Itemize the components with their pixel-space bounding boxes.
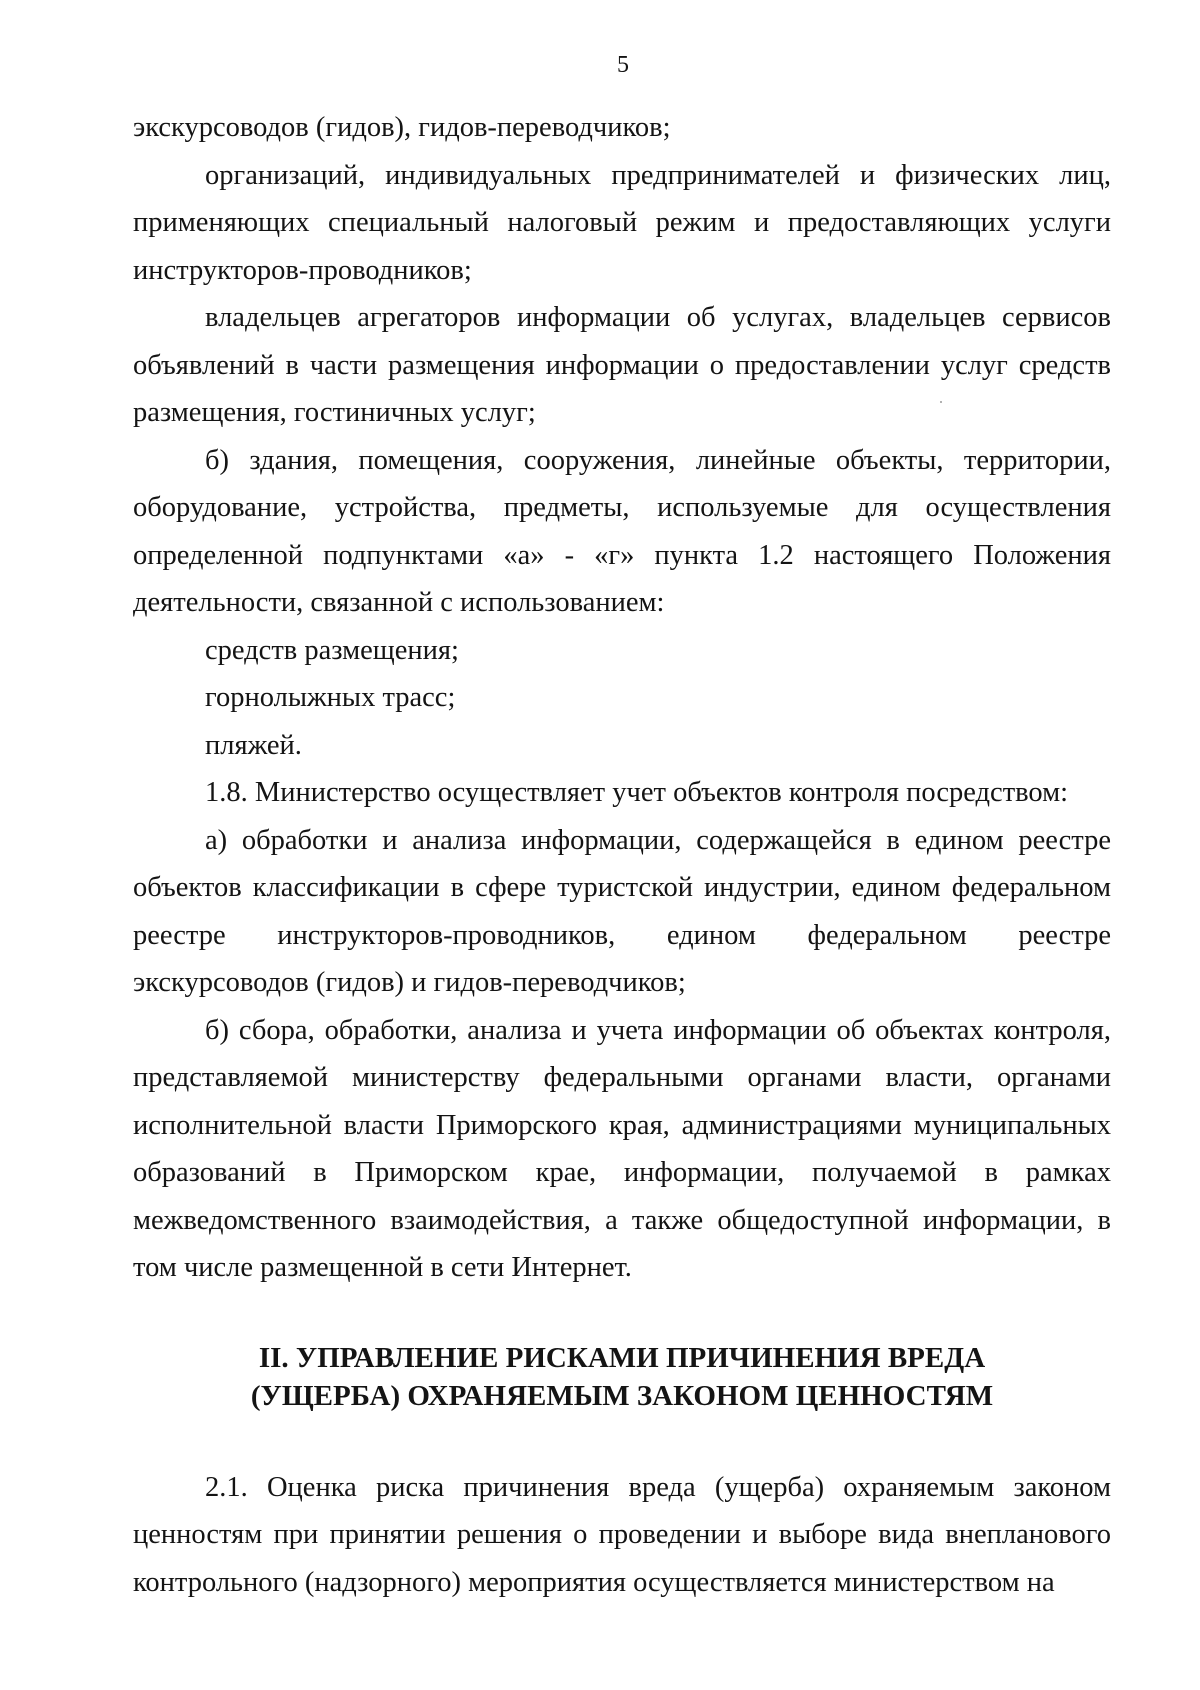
- section-heading-line-1: II. УПРАВЛЕНИЕ РИСКАМИ ПРИЧИНЕНИЯ ВРЕДА: [258, 1341, 986, 1374]
- scan-speck: [940, 401, 942, 403]
- list-item-accommodation: средств размещения;: [205, 634, 459, 666]
- section-heading-line-2: (УЩЕРБА) ОХРАНЯЕМЫМ ЗАКОНОМ ЦЕННОСТЯМ: [250, 1379, 994, 1412]
- list-item-ski-slopes: горнолыжных трасс;: [205, 682, 456, 713]
- paragraph-organizations: организаций, индивидуальных предпринимателей и физических лиц, применяющих специальный налоговый режим и предоставляющих услуги инструкторов-проводников;: [133, 159, 1111, 286]
- paragraph-clause-2-1: 2.1. Оценка риска причинения вреда (ущерба) охраняемым законом ценностям при принятии решения о проведении и выборе вида внепланового контрольного (надзорного) мероприятия осуществляется министерством на: [133, 1471, 1111, 1598]
- page-number: 5: [617, 52, 629, 78]
- list-item-beaches: пляжей.: [205, 729, 302, 761]
- paragraph-clause-1-8: 1.8. Министерство осуществляет учет объектов контроля посредством:: [205, 777, 1069, 808]
- paragraph-clause-1-8-b: б) сбора, обработки, анализа и учета информации об объектах контроля, представляемой министерству федеральными органами власти, органами исполнительной власти Приморского края, администрациями муниципальных образований в Приморском крае, информации, получаемой в рамках межведомственного взаимодействия, а также общедоступной информации, в том числе размещенной в сети Интернет.: [133, 1014, 1111, 1283]
- paragraph-guides: экскурсоводов (гидов), гидов-переводчиков;: [133, 112, 671, 143]
- document-body: [133, 104, 1111, 1606]
- section-heading: [133, 1339, 1111, 1415]
- paragraph-buildings: б) здания, помещения, сооружения, линейные объекты, территории, оборудование, устройства, предметы, используемые для осуществления определенной подпунктами «а» - «г» пункта 1.2 настоящего Положения деятельности, связанной с использованием:: [133, 444, 1111, 618]
- paragraph-clause-1-8-a: а) обработки и анализа информации, содержащейся в едином реестре объектов классификации в сфере туристской индустрии, едином федеральном реестре инструкторов-проводников, едином федеральном реестре экскурсоводов (гидов) и гидов-переводчиков;: [133, 824, 1111, 998]
- paragraph-aggregators: владельцев агрегаторов информации об услугах, владельцев сервисов объявлений в части размещения информации о предоставлении услуг средств размещения, гостиничных услуг;: [133, 302, 1111, 428]
